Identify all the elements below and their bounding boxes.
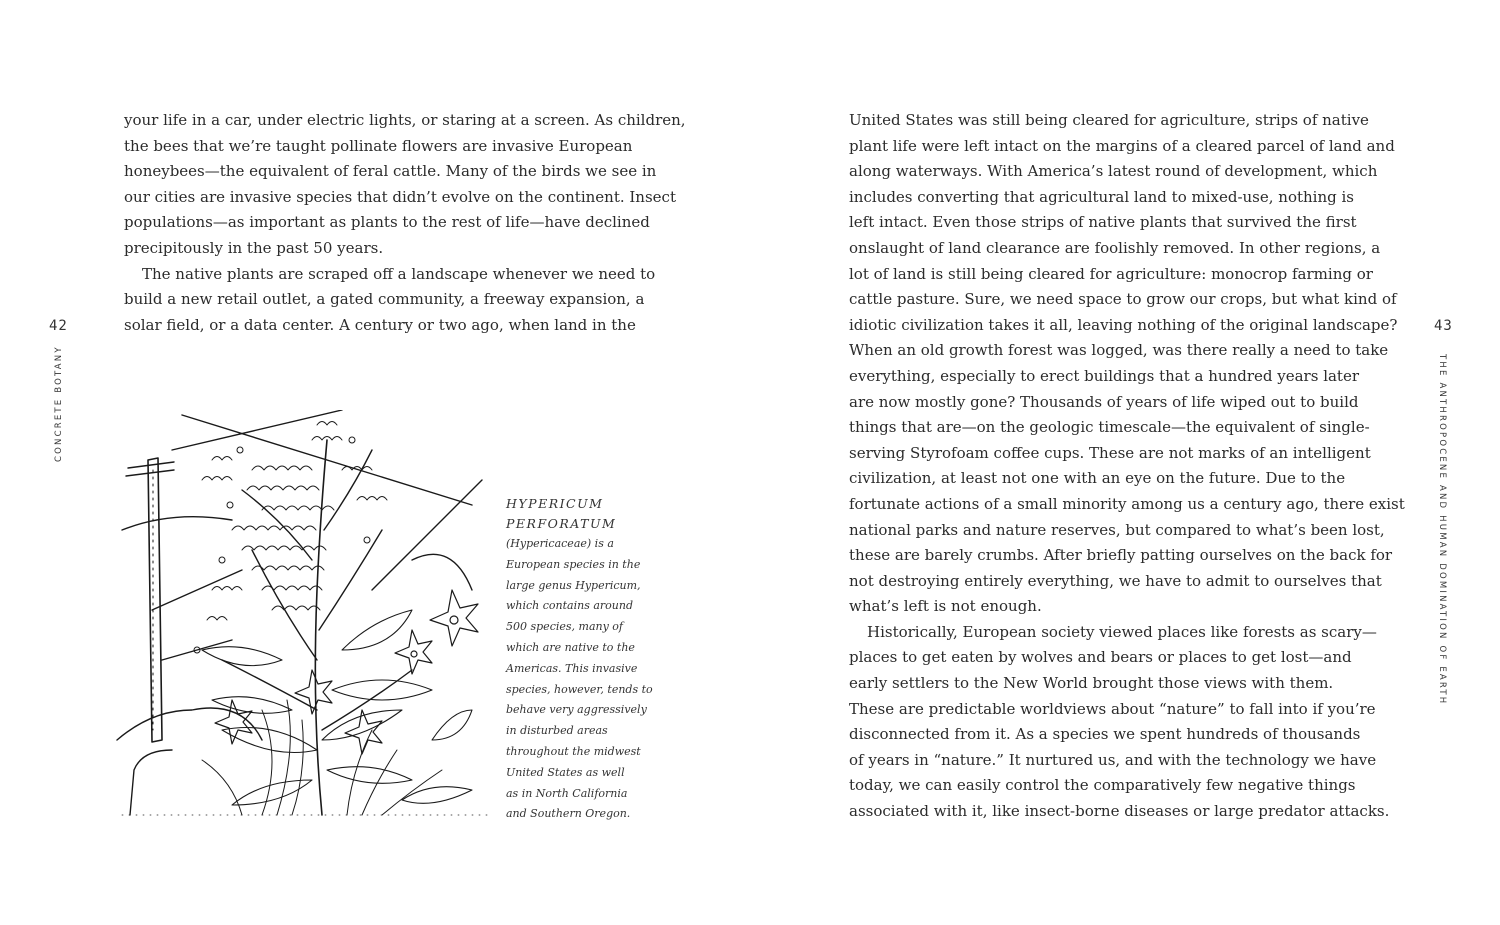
text-line: precipitously in the past 50 years. [124, 238, 384, 257]
text-line: what’s left is not enough. [849, 597, 1042, 616]
text-line: onslaught of land clearance are foolishly removed. In other regions, a [849, 238, 1381, 257]
text-line: cattle pasture. Sure, we need space to grow our crops, but what kind of [849, 290, 1397, 309]
text-line: These are predictable worldviews about “nature” to fall into if you’re [849, 699, 1376, 718]
text-line: places to get eaten by wolves and bears or places to get lost—and [849, 648, 1352, 667]
text-line: everything, especially to erect buildings that a hundred years later [849, 366, 1360, 385]
left-running-head: CONCRETE BOTANY [54, 345, 64, 462]
text-line: are now mostly gone? Thousands of years of life wiped out to build [849, 392, 1359, 411]
caption-species-name: PERFORATUM [506, 516, 617, 531]
text-line: includes converting that agricultural land to mixed-use, nothing is [849, 187, 1354, 206]
text-line: United States was still being cleared for agriculture, strips of native [849, 111, 1369, 129]
text-line: idiotic civilization takes it all, leaving nothing of the original landscape? [849, 315, 1398, 334]
caption-line: in disturbed areas [506, 724, 608, 738]
text-line: civilization, at least not one with an eye on the future. Due to the [849, 469, 1346, 488]
text-line: solar field, or a data center. A century or two ago, when land in the [124, 315, 636, 334]
caption-line: species, however, tends to [506, 682, 653, 696]
text-line: national parks and nature reserves, but compared to what’s been lost, [849, 520, 1385, 539]
caption-line: United States as well [506, 765, 625, 779]
text-line: early settlers to the New World brought those views with them. [849, 674, 1334, 693]
left-body-text [124, 108, 686, 338]
text-line: your life in a car, under electric lights, or staring at a screen. As children, [124, 111, 686, 129]
text-line: The native plants are scraped off a landscape whenever we need to [142, 264, 656, 283]
figure-caption [506, 494, 666, 825]
right-page-number: 43 [1434, 318, 1453, 334]
text-line: populations—as important as plants to the rest of life—have declined [124, 213, 650, 232]
text-line: our cities are invasive species that didn’t evolve on the continent. Insect [124, 187, 676, 206]
text-line: of years in “nature.” It nurtured us, and with the technology we have [849, 750, 1377, 769]
caption-line: as in North California [506, 786, 628, 800]
text-line: the bees that we’re taught pollinate flowers are invasive European [124, 136, 633, 155]
caption-line: behave very aggressively [506, 703, 647, 717]
caption-line: 500 species, many of [506, 620, 623, 634]
caption-line: which are native to the [506, 640, 635, 654]
caption-line: (Hypericaceae) is a [506, 537, 614, 550]
text-line: disconnected from it. As a species we spent hundreds of thousands [849, 725, 1361, 744]
text-line: these are barely crumbs. After briefly patting ourselves on the back for [849, 546, 1393, 565]
caption-line: throughout the midwest [506, 744, 641, 758]
text-line: today, we can easily control the comparatively few negative things [849, 776, 1356, 795]
text-line: lot of land is still being cleared for agriculture: monocrop farming or [849, 264, 1373, 283]
text-line: build a new retail outlet, a gated community, a freeway expansion, a [124, 290, 645, 309]
text-line: associated with it, like insect-borne diseases or large predator attacks. [849, 802, 1390, 821]
hypericum-illustration [112, 410, 492, 825]
text-line: left intact. Even those strips of native plants that survived the first [849, 213, 1357, 232]
text-line: along waterways. With America’s latest round of development, which [849, 162, 1378, 181]
caption-species-name: HYPERICUM [506, 496, 604, 511]
text-line: things that are—on the geologic timescale—the equivalent of single- [849, 418, 1370, 437]
caption-line: which contains around [506, 599, 633, 613]
caption-line: large genus Hypericum, [506, 578, 641, 592]
text-line: not destroying entirely everything, we have to admit to ourselves that [849, 571, 1382, 590]
text-line: serving Styrofoam coffee cups. These are not marks of an intelligent [849, 443, 1371, 462]
caption-line: European species in the [506, 557, 641, 571]
left-page-number: 42 [49, 318, 68, 334]
text-line: fortunate actions of a small minority among us a century ago, there exist [849, 494, 1405, 513]
text-line: honeybees—the equivalent of feral cattle. Many of the birds we see in [124, 162, 657, 181]
text-line: plant life were left intact on the margins of a cleared parcel of land and [849, 136, 1395, 155]
caption-line: Americas. This invasive [506, 661, 638, 675]
caption-line: and Southern Oregon. [506, 807, 631, 821]
text-line: Historically, European society viewed places like forests as scary— [867, 622, 1377, 641]
text-line: When an old growth forest was logged, was there really a need to take [849, 341, 1389, 360]
right-running-head: THE ANTHROPOCENE AND HUMAN DOMINATION OF EARTH [1437, 354, 1447, 706]
right-body-text [849, 108, 1405, 825]
